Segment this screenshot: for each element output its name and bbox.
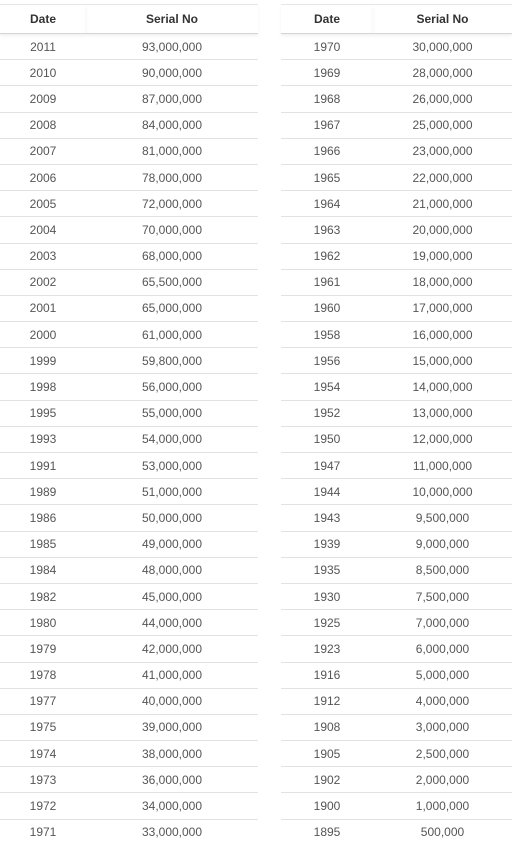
table-row [281, 557, 512, 583]
serial-no-cell: 65,000,000 [86, 295, 258, 321]
date-cell: 1970 [281, 34, 373, 60]
table-row [0, 400, 258, 426]
table-row [281, 714, 512, 740]
date-cell: 1912 [281, 688, 373, 714]
date-cell: 2010 [0, 60, 86, 86]
date-cell: 2006 [0, 164, 86, 190]
date-cell: 1974 [0, 741, 86, 767]
serial-no-cell: 39,000,000 [86, 714, 258, 740]
serial-no-cell: 7,000,000 [373, 610, 512, 636]
serial-no-cell: 2,500,000 [373, 741, 512, 767]
date-cell: 1930 [281, 583, 373, 609]
date-cell: 1905 [281, 741, 373, 767]
serial-no-cell: 1,000,000 [373, 793, 512, 819]
table-row [0, 322, 258, 348]
table-row [0, 191, 258, 217]
serial-no-cell: 38,000,000 [86, 741, 258, 767]
serial-no-cell: 10,000,000 [373, 479, 512, 505]
serial-no-cell: 33,000,000 [141, 825, 203, 840]
serial-no-cell: 9,500,000 [373, 505, 512, 531]
table-row [0, 348, 258, 374]
serial-no-cell: 87,000,000 [86, 86, 258, 112]
date-cell: 1969 [281, 60, 373, 86]
date-cell: 1971 [29, 825, 57, 840]
date-cell: 1923 [281, 636, 373, 662]
table-row [281, 322, 512, 348]
serial-no-cell: 56,000,000 [86, 374, 258, 400]
date-cell: 1991 [0, 453, 86, 479]
table-row [0, 793, 258, 819]
table-row [281, 688, 512, 714]
date-cell: 1963 [281, 217, 373, 243]
serial-no-cell: 14,000,000 [373, 374, 512, 400]
date-cell: 2003 [0, 243, 86, 269]
serial-no-cell: 15,000,000 [373, 348, 512, 374]
serial-no-cell: 61,000,000 [86, 322, 258, 348]
date-cell: 1989 [0, 479, 86, 505]
date-cell: 1993 [0, 426, 86, 452]
table-row [281, 86, 512, 112]
serial-table-left [0, 4, 258, 845]
date-cell: 1954 [281, 374, 373, 400]
serial-no-cell: 78,000,000 [86, 164, 258, 190]
serial-no-cell: 500,000 [420, 825, 465, 840]
date-cell: 1939 [281, 531, 373, 557]
serial-no-cell: 51,000,000 [86, 479, 258, 505]
table-row [0, 505, 258, 531]
date-cell: 1966 [281, 138, 373, 164]
table-row [281, 793, 512, 819]
header-serial-no: Serial No [373, 5, 512, 34]
date-cell: 1925 [281, 610, 373, 636]
table-row [281, 217, 512, 243]
serial-no-cell: 9,000,000 [373, 531, 512, 557]
serial-no-cell: 48,000,000 [86, 557, 258, 583]
serial-no-cell: 42,000,000 [86, 636, 258, 662]
table-row [0, 453, 258, 479]
serial-no-cell: 36,000,000 [86, 767, 258, 793]
serial-no-cell: 84,000,000 [86, 112, 258, 138]
table-row [0, 86, 258, 112]
date-cell: 1944 [281, 479, 373, 505]
table-row [281, 610, 512, 636]
table-row [0, 714, 258, 740]
serial-no-cell: 50,000,000 [86, 505, 258, 531]
table-row [0, 610, 258, 636]
date-cell: 1998 [0, 374, 86, 400]
table-row [0, 767, 258, 793]
table-row [281, 583, 512, 609]
serial-no-cell: 26,000,000 [373, 86, 512, 112]
table-row [0, 295, 258, 321]
serial-no-cell: 16,000,000 [373, 322, 512, 348]
table-header [281, 5, 512, 34]
date-cell: 1960 [281, 295, 373, 321]
serial-no-cell: 68,000,000 [86, 243, 258, 269]
serial-no-cell: 53,000,000 [86, 453, 258, 479]
date-cell: 1975 [0, 714, 86, 740]
table-row [281, 164, 512, 190]
date-cell: 2002 [0, 269, 86, 295]
table-row [0, 426, 258, 452]
table-row [0, 531, 258, 557]
table-body [281, 34, 512, 845]
date-cell: 1950 [281, 426, 373, 452]
date-cell: 2008 [0, 112, 86, 138]
serial-no-cell: 25,000,000 [373, 112, 512, 138]
table-row [281, 243, 512, 269]
table-row [281, 531, 512, 557]
date-cell: 1961 [281, 269, 373, 295]
table-body [0, 34, 258, 845]
date-cell: 1986 [0, 505, 86, 531]
date-cell: 1962 [281, 243, 373, 269]
table-row [0, 819, 258, 845]
serial-no-cell: 22,000,000 [373, 164, 512, 190]
date-cell: 1947 [281, 453, 373, 479]
serial-no-cell: 54,000,000 [86, 426, 258, 452]
table-row [0, 557, 258, 583]
table-row [281, 741, 512, 767]
table-row [281, 662, 512, 688]
serial-no-cell: 8,500,000 [373, 557, 512, 583]
serial-no-cell: 49,000,000 [86, 531, 258, 557]
table-row [281, 426, 512, 452]
serial-no-cell: 18,000,000 [373, 269, 512, 295]
date-cell: 1956 [281, 348, 373, 374]
serial-no-cell: 34,000,000 [86, 793, 258, 819]
table-row [281, 295, 512, 321]
date-cell: 2001 [0, 295, 86, 321]
serial-no-cell: 4,000,000 [373, 688, 512, 714]
table-row [281, 505, 512, 531]
date-cell: 1973 [0, 767, 86, 793]
table-row [281, 400, 512, 426]
date-cell: 2011 [0, 34, 86, 60]
header-row [281, 5, 512, 34]
serial-no-cell: 28,000,000 [373, 60, 512, 86]
serial-no-cell: 13,000,000 [373, 400, 512, 426]
header-row [0, 5, 258, 34]
serial-no-cell: 21,000,000 [373, 191, 512, 217]
serial-no-cell: 20,000,000 [373, 217, 512, 243]
table-row [281, 138, 512, 164]
table-row [281, 479, 512, 505]
serial-no-cell: 81,000,000 [86, 138, 258, 164]
table-row [281, 60, 512, 86]
serial-no-cell: 44,000,000 [86, 610, 258, 636]
table-row [0, 479, 258, 505]
date-cell: 1999 [0, 348, 86, 374]
date-cell: 1968 [281, 86, 373, 112]
serial-no-cell: 40,000,000 [86, 688, 258, 714]
date-cell: 1908 [281, 714, 373, 740]
table-row [0, 636, 258, 662]
date-cell: 1967 [281, 112, 373, 138]
date-cell: 1985 [0, 531, 86, 557]
serial-no-cell: 93,000,000 [86, 34, 258, 60]
date-cell: 1902 [281, 767, 373, 793]
table-row [281, 269, 512, 295]
table-row [281, 636, 512, 662]
serial-no-cell: 70,000,000 [86, 217, 258, 243]
serial-no-cell: 90,000,000 [86, 60, 258, 86]
date-cell: 2000 [0, 322, 86, 348]
serial-no-cell: 59,800,000 [86, 348, 258, 374]
table-row [0, 688, 258, 714]
serial-no-cell: 5,000,000 [373, 662, 512, 688]
table-row [0, 583, 258, 609]
date-cell: 1995 [0, 400, 86, 426]
serial-no-cell: 7,500,000 [373, 583, 512, 609]
date-cell: 1978 [0, 662, 86, 688]
table-row [281, 767, 512, 793]
date-cell: 1977 [0, 688, 86, 714]
date-cell: 1935 [281, 557, 373, 583]
header-serial-no: Serial No [86, 5, 258, 34]
table-row [0, 243, 258, 269]
table-row [281, 374, 512, 400]
date-cell: 1972 [0, 793, 86, 819]
table-row [0, 741, 258, 767]
table-row [0, 269, 258, 295]
date-cell: 1984 [0, 557, 86, 583]
date-cell: 2007 [0, 138, 86, 164]
table-row [281, 191, 512, 217]
header-date: Date [281, 5, 373, 34]
table-row [281, 453, 512, 479]
serial-no-cell: 3,000,000 [373, 714, 512, 740]
serial-no-cell: 17,000,000 [373, 295, 512, 321]
serial-table-right [281, 4, 512, 845]
date-cell: 1952 [281, 400, 373, 426]
table-row [0, 217, 258, 243]
table-row [0, 374, 258, 400]
serial-no-cell: 72,000,000 [86, 191, 258, 217]
table-row [281, 112, 512, 138]
date-cell: 1982 [0, 583, 86, 609]
table-row [0, 112, 258, 138]
table-row [0, 34, 258, 60]
table-row [0, 138, 258, 164]
header-date: Date [0, 5, 86, 34]
serial-no-cell: 19,000,000 [373, 243, 512, 269]
table-row [0, 164, 258, 190]
date-cell: 2005 [0, 191, 86, 217]
table-header [0, 5, 258, 34]
date-cell: 1980 [0, 610, 86, 636]
date-cell: 2004 [0, 217, 86, 243]
serial-no-cell: 12,000,000 [373, 426, 512, 452]
serial-no-cell: 11,000,000 [373, 453, 512, 479]
serial-no-cell: 23,000,000 [373, 138, 512, 164]
serial-no-cell: 6,000,000 [373, 636, 512, 662]
table-row [281, 34, 512, 60]
serial-no-cell: 30,000,000 [373, 34, 512, 60]
date-cell: 1964 [281, 191, 373, 217]
serial-no-cell: 65,500,000 [86, 269, 258, 295]
serial-no-cell: 41,000,000 [86, 662, 258, 688]
table-row [281, 819, 512, 845]
date-cell: 1900 [281, 793, 373, 819]
date-cell: 2009 [0, 86, 86, 112]
date-cell: 1943 [281, 505, 373, 531]
table-row [0, 60, 258, 86]
date-cell: 1916 [281, 662, 373, 688]
date-cell: 1958 [281, 322, 373, 348]
table-row [0, 662, 258, 688]
date-cell: 1979 [0, 636, 86, 662]
date-cell: 1895 [313, 825, 341, 840]
date-cell: 1965 [281, 164, 373, 190]
serial-no-cell: 55,000,000 [86, 400, 258, 426]
table-row [281, 348, 512, 374]
serial-no-cell: 2,000,000 [373, 767, 512, 793]
serial-no-cell: 45,000,000 [86, 583, 258, 609]
